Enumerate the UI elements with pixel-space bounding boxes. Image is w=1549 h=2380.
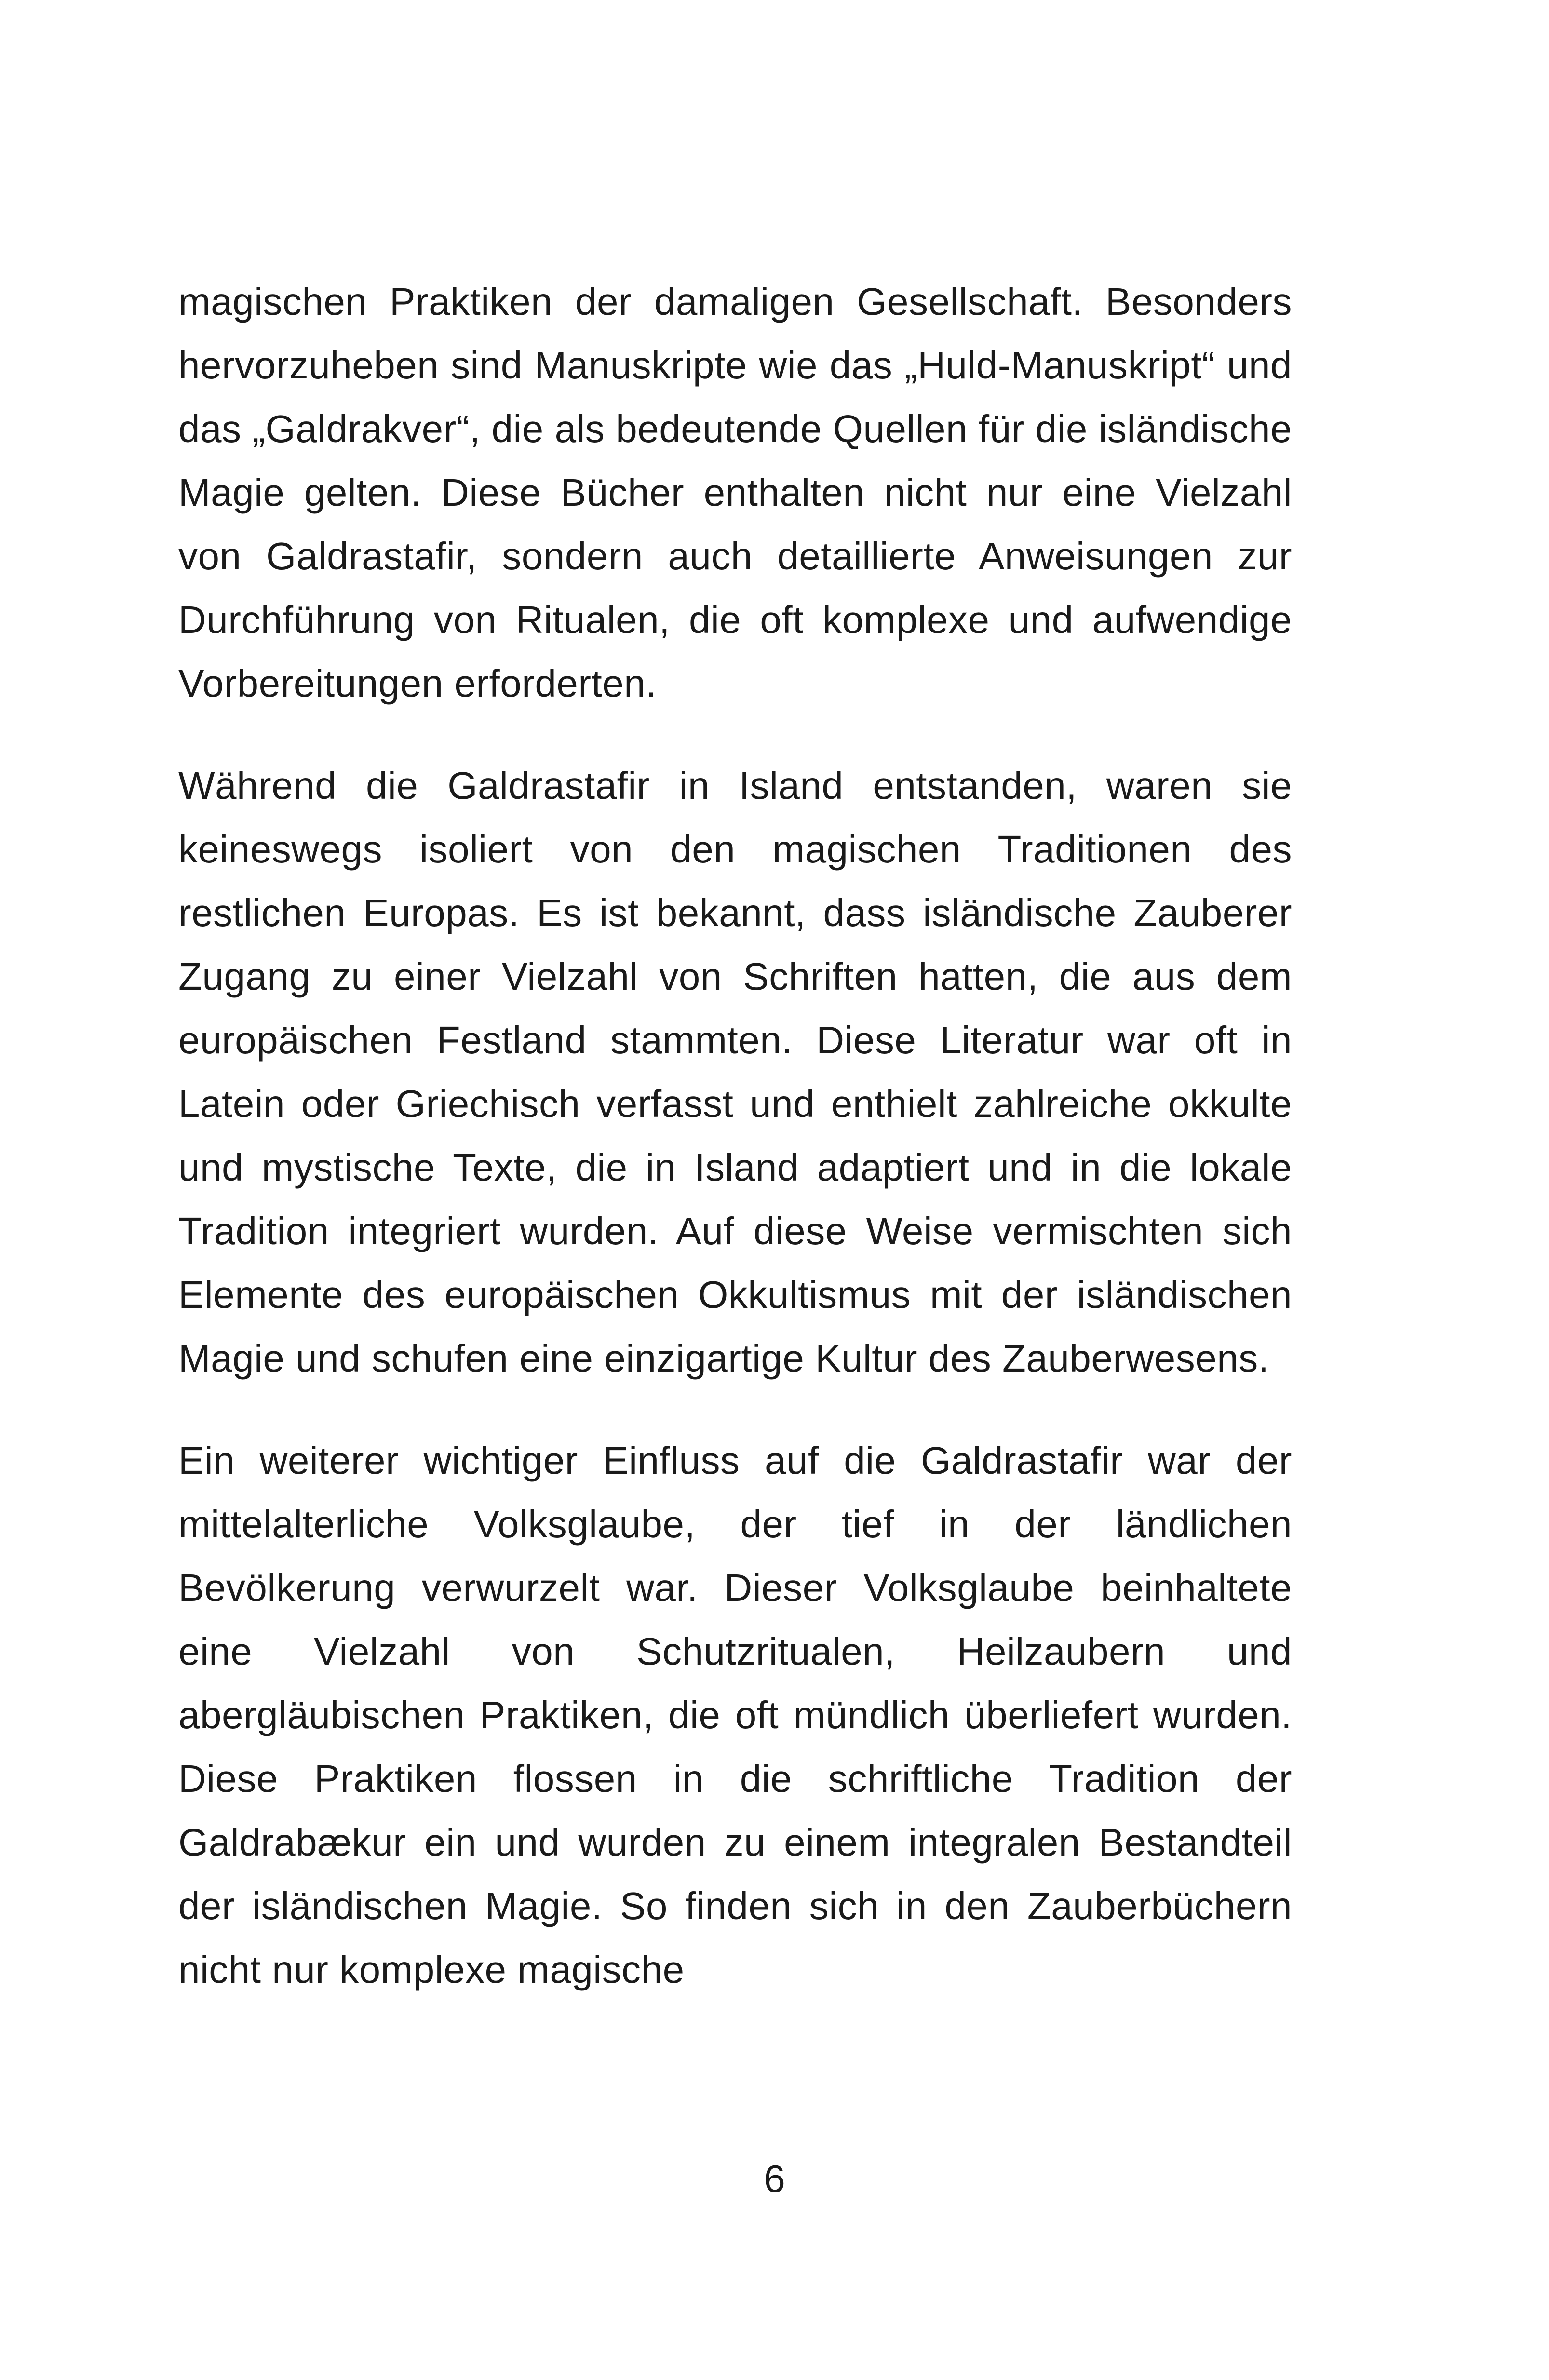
body-text — [178, 270, 1292, 2002]
page-number: 6 — [764, 2157, 785, 2200]
paragraph-1: magischen Praktiken der damaligen Gesellschaft. Besonders hervorzuheben sind Manuskripte wie das „Huld-Manuskript“ und das „Galdrakver“, die als bedeutende Quellen für die isländische Magie gelten. Diese Bücher enthalten nicht nur eine Vielzahl von Galdrastafir, sondern auch detaillierte Anweisungen zur Durchführung von Ritualen, die oft komplexe und aufwendige Vorbereitungen erforderten. — [178, 280, 1292, 705]
paragraph-2: Während die Galdrastafir in Island entstanden, waren sie keineswegs isoliert von den magischen Traditionen des restlichen Europas. Es ist bekannt, dass isländische Zauberer Zugang zu einer Vielzahl von Schriften hatten, die aus dem europäischen Festland stammten. Diese Literatur war oft in Latein oder Griechisch verfasst und enthielt zahlreiche okkulte und mystische Texte, die in Island adaptiert und in die lokale Tradition integriert wurden. Auf diese Weise vermischten sich Elemente des europäischen Okkultismus mit der isländischen Magie und schufen eine einzigartige Kultur des Zauberwesens. — [178, 764, 1292, 1380]
paragraph-3: Ein weiterer wichtiger Einfluss auf die Galdrastafir war der mittelalterliche Volksglaube, der tief in der ländlichen Bevölkerung verwurzelt war. Dieser Volksglaube beinhaltete eine Vielzahl von Schutzritualen, Heilzaubern und abergläubischen Praktiken, die oft mündlich überliefert wurden. Diese Praktiken flossen in die schriftliche Tradition der Galdrabækur ein und wurden zu einem integralen Bestandteil der isländischen Magie. So finden sich in den Zauberbüchern nicht nur komplexe magische — [178, 1439, 1292, 1991]
